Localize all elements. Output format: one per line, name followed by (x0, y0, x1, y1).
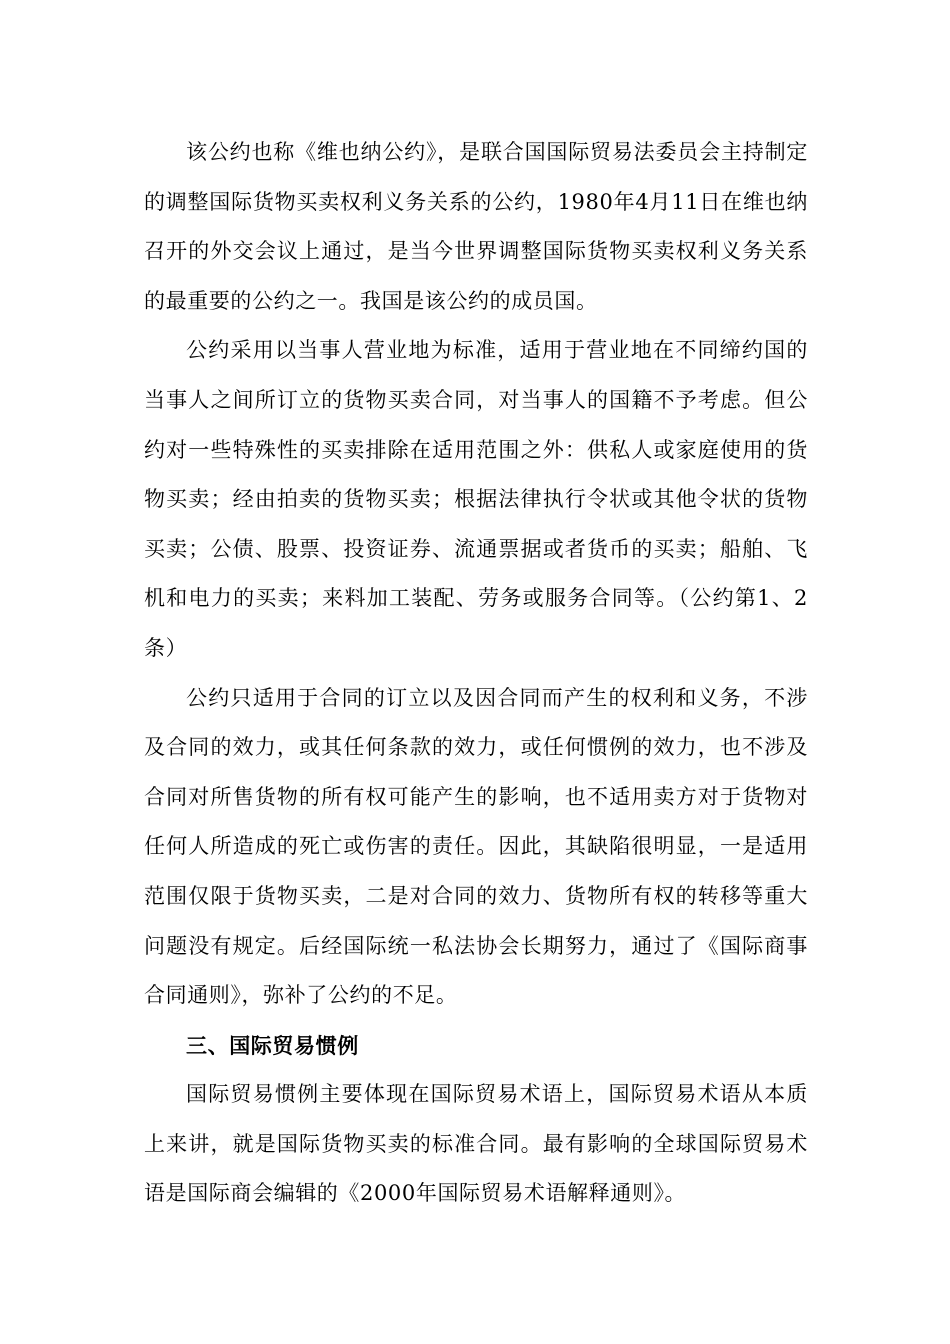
document-body (144, 128, 808, 1219)
paragraph-limitations: 公约只适用于合同的订立以及因合同而产生的权利和义务，不涉及合同的效力，或其任何条款的效力，或任何惯例的效力，也不涉及合同对所售货物的所有权可能产生的影响，也不适用卖方对于货物对任何人所造成的死亡或伤害的责任。因此，其缺陷很明显，一是适用范围仅限于货物买卖，二是对合同的效力、货物所有权的转移等重大问题没有规定。后经国际统一私法协会长期努力，通过了《国际商事合同通则》，弥补了公约的不足。 (144, 685, 808, 1008)
paragraph-scope: 公约采用以当事人营业地为标准，适用于营业地在不同缔约国的当事人之间所订立的货物买卖合同，对当事人的国籍不予考虑。但公约对一些特殊性的买卖排除在适用范围之外：供私人或家庭使用的货物买卖；经由拍卖的货物买卖；根据法律执行令状或其他令状的货物买卖；公债、股票、投资证券、流通票据或者货币的买卖；船舶、飞机和电力的买卖；来料加工装配、劳务或服务合同等。（公约第1、2条） (144, 338, 808, 660)
paragraph-trade-customs: 国际贸易惯例主要体现在国际贸易术语上，国际贸易术语从本质上来讲，就是国际货物买卖的标准合同。最有影响的全球国际贸易术语是国际商会编辑的《2000年国际贸易术语解释通则》。 (144, 1082, 808, 1206)
section-heading: 三、国际贸易惯例 (186, 1032, 359, 1058)
paragraph-vienna-convention: 该公约也称《维也纳公约》，是联合国国际贸易法委员会主持制定的调整国际货物买卖权利义务关系的公约，1980年4月11日在维也纳召开的外交会议上通过，是当今世界调整国际货物买卖权利义务关系的最重要的公约之一。我国是该公约的成员国。 (144, 140, 808, 313)
